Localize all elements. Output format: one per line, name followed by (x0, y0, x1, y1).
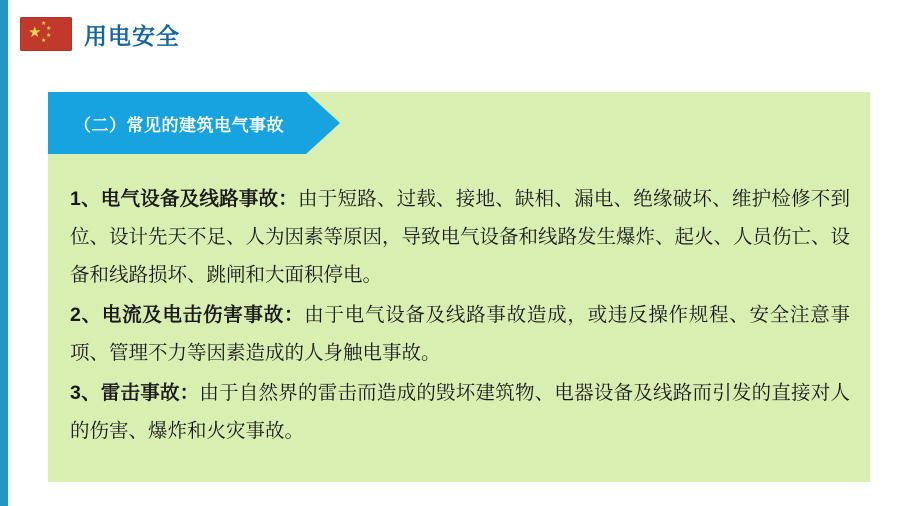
page-title: 用电安全 (84, 22, 180, 49)
section-banner-arrow (306, 92, 340, 154)
flag-star-small-2: ★ (46, 26, 52, 32)
slide-header (20, 14, 180, 54)
paragraph-2-text: 由于电气设备及线路事故造成，或违反操作规程、安全注意事项、管理不力等因素造成的人身触电事故。 (70, 304, 850, 364)
china-flag-icon (20, 17, 72, 51)
paragraph-1-lead: 1、电气设备及线路事故： (70, 188, 298, 210)
section-banner (48, 92, 340, 154)
body-text (70, 180, 850, 452)
flag-star-small-3: ★ (46, 33, 52, 39)
paragraph-1 (70, 180, 850, 294)
left-accent-bar (0, 0, 8, 506)
paragraph-1-text: 由于短路、过载、接地、缺相、漏电、绝缘破坏、维护检修不到位、设计先天不足、人为因素等原因，导致电气设备和线路发生爆炸、起火、人员伤亡、设备和线路损坏、跳闸和大面积停电。 (70, 188, 851, 286)
section-banner-label: （二）常见的建筑电气事故 (74, 115, 284, 135)
flag-star-large: ★ (28, 24, 42, 41)
paragraph-3 (70, 374, 850, 450)
paragraph-3-text: 由于自然界的雷击而造成的毁坏建筑物、电器设备及线路而引发的直接对人的伤害、爆炸和火灾事故。 (70, 382, 850, 442)
section-banner-body (48, 92, 306, 154)
paragraph-2 (70, 296, 850, 372)
flag-star-small-1: ★ (41, 21, 47, 27)
flag-star-small-4: ★ (41, 38, 47, 44)
paragraph-3-lead: 3、雷击事故： (70, 382, 200, 404)
paragraph-2-lead: 2、电流及电击伤害事故： (70, 304, 305, 326)
